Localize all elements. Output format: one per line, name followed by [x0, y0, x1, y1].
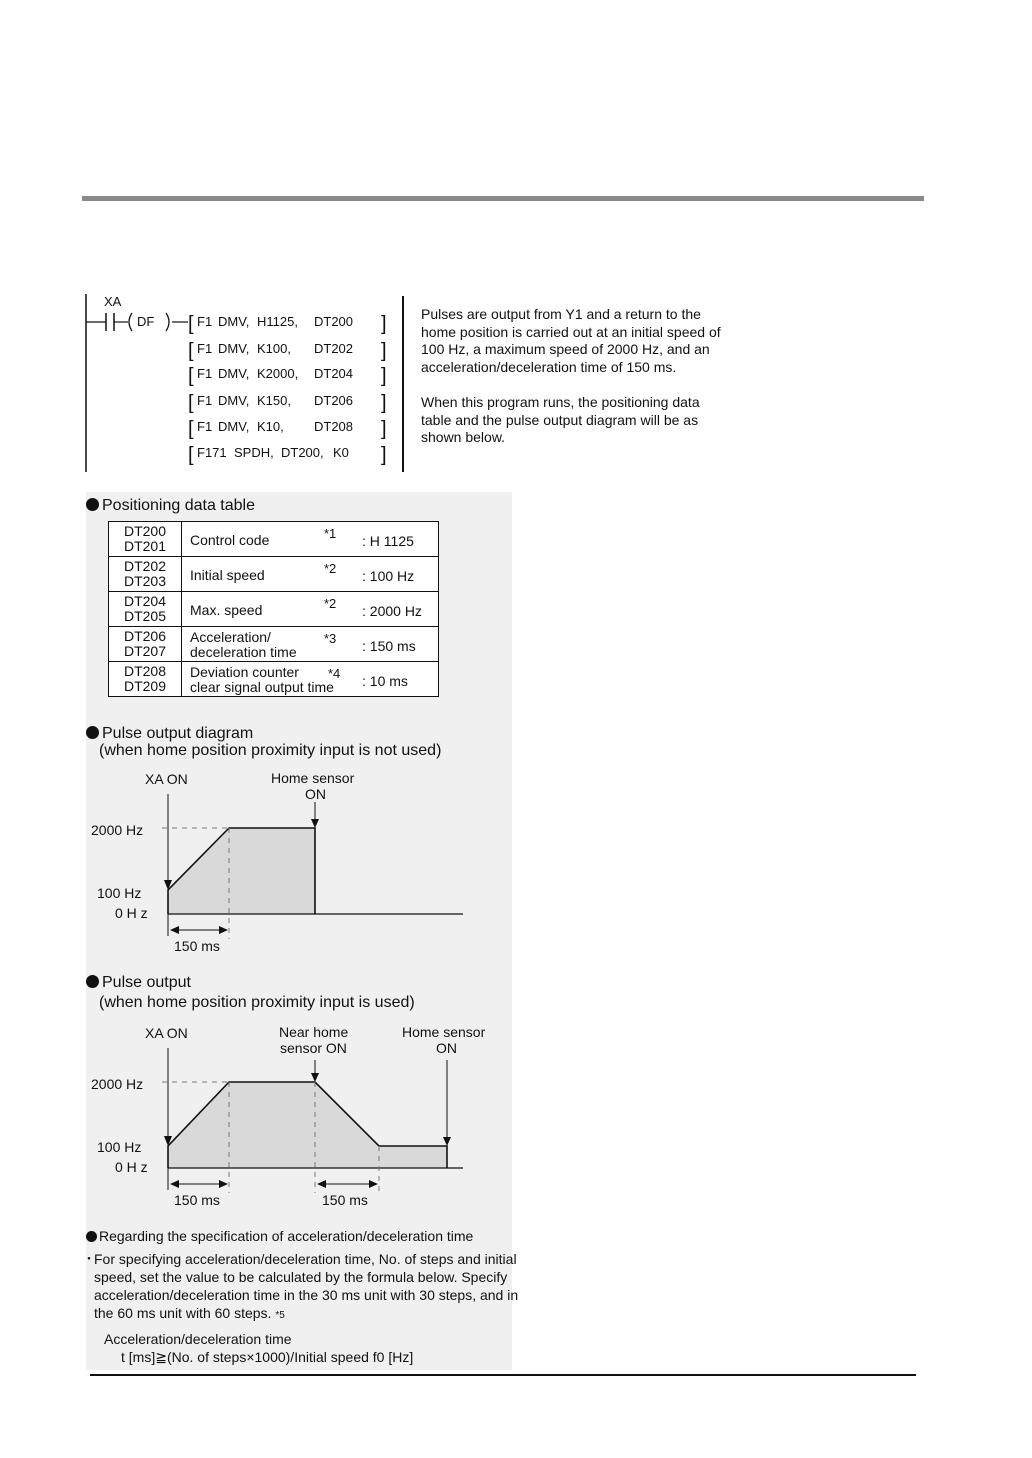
formula-label: Acceleration/deceleration time	[104, 1331, 292, 1347]
pulse-output-diagram	[86, 764, 476, 964]
bullet-dot-icon	[86, 1231, 97, 1242]
bullet-dot-icon	[86, 726, 99, 739]
bullet-dot-icon	[86, 975, 99, 988]
section-subtitle: (when home position proximity input is used)	[99, 994, 415, 1011]
section-title: Regarding the specification of acceleration/deceleration time	[86, 1228, 473, 1244]
y-init-label: 100 Hz	[97, 1139, 142, 1155]
sensor-label: ON	[436, 1040, 457, 1056]
start-label: XA ON	[145, 1025, 188, 1041]
description-paragraph: When this program runs, the positioning data table and the pulse output diagram will be as shown below.	[421, 393, 700, 446]
ladder-program: XA DF [ F1 DMV, H1125, DT200 ] [ F1 DMV, K100, DT202 ] [ F1 DMV, K2000, DT204 ] [ F1 DMV, K150, DT206 ] [ F1 DMV, K10, DT208 ] [ F171 SPDH, DT200, K0 ]	[84, 292, 414, 474]
speed-profile-area	[168, 828, 315, 914]
pulse-output-proximity-diagram	[86, 1018, 506, 1218]
footnote-mark: *5	[275, 1310, 285, 1321]
start-label: XA ON	[145, 771, 188, 787]
top-rule	[82, 196, 924, 201]
program-description	[421, 306, 721, 464]
spec-body	[82, 1250, 528, 1325]
spec-text: For specifying acceleration/deceleration time, No. of steps and initial speed, set the value to be calculated by the formula below. Specify acceleration/deceleration time in the 30 ms unit with 30 steps, and in the 60 ms unit with 60 steps.	[94, 1251, 519, 1321]
contact-label: XA	[104, 294, 122, 309]
y-init-label: 100 Hz	[97, 885, 142, 901]
table-row: DT206 DT207 Acceleration/ deceleration time *3 : 150 ms	[109, 627, 439, 662]
table-row: DT202 DT203 Initial speed *2 : 100 Hz	[109, 557, 439, 592]
df-label: DF	[137, 314, 155, 329]
separator-line	[402, 296, 404, 472]
bullet-mark: ・	[82, 1251, 96, 1267]
section-subtitle: (when home position proximity input is not used)	[99, 742, 442, 759]
sensor-label: ON	[305, 786, 326, 802]
section-title: Positioning data table	[86, 497, 255, 515]
sensor-label: Home sensor	[402, 1024, 486, 1040]
formula: t [ms]≧(No. of steps×1000)/Initial speed f0 [Hz]	[121, 1349, 414, 1365]
section-title: Pulse output	[86, 974, 191, 992]
time-label: 150 ms	[322, 1192, 368, 1208]
y-max-label: 2000 Hz	[91, 1076, 144, 1092]
y-zero-label: 0 H z	[115, 1159, 148, 1175]
bottom-rule	[90, 1374, 916, 1376]
description-paragraph: Pulses are output from Y1 and a return to the home position is carried out at an initial speed of 100 Hz, a maximum speed of 2000 Hz, and an acceleration/deceleration time of 150 ms.	[421, 306, 721, 376]
time-label: 150 ms	[174, 938, 220, 954]
sensor-label: Home sensor	[271, 770, 355, 786]
positioning-data-table	[108, 521, 439, 697]
table-row: DT204 DT205 Max. speed *2 : 2000 Hz	[109, 592, 439, 627]
y-max-label: 2000 Hz	[91, 822, 144, 838]
table-row: DT208 DT209 Deviation counter clear signal output time *4 : 10 ms	[109, 662, 439, 697]
time-label: 150 ms	[174, 1192, 220, 1208]
near-sensor-label: Near home	[279, 1024, 349, 1040]
section-title: Pulse output diagram	[86, 725, 253, 743]
near-sensor-label: sensor ON	[280, 1040, 347, 1056]
bullet-dot-icon	[86, 498, 99, 511]
table-row: DT200 DT201 Control code *1 : H 1125	[109, 522, 439, 557]
speed-profile-area	[168, 1082, 447, 1168]
y-zero-label: 0 H z	[115, 905, 148, 921]
